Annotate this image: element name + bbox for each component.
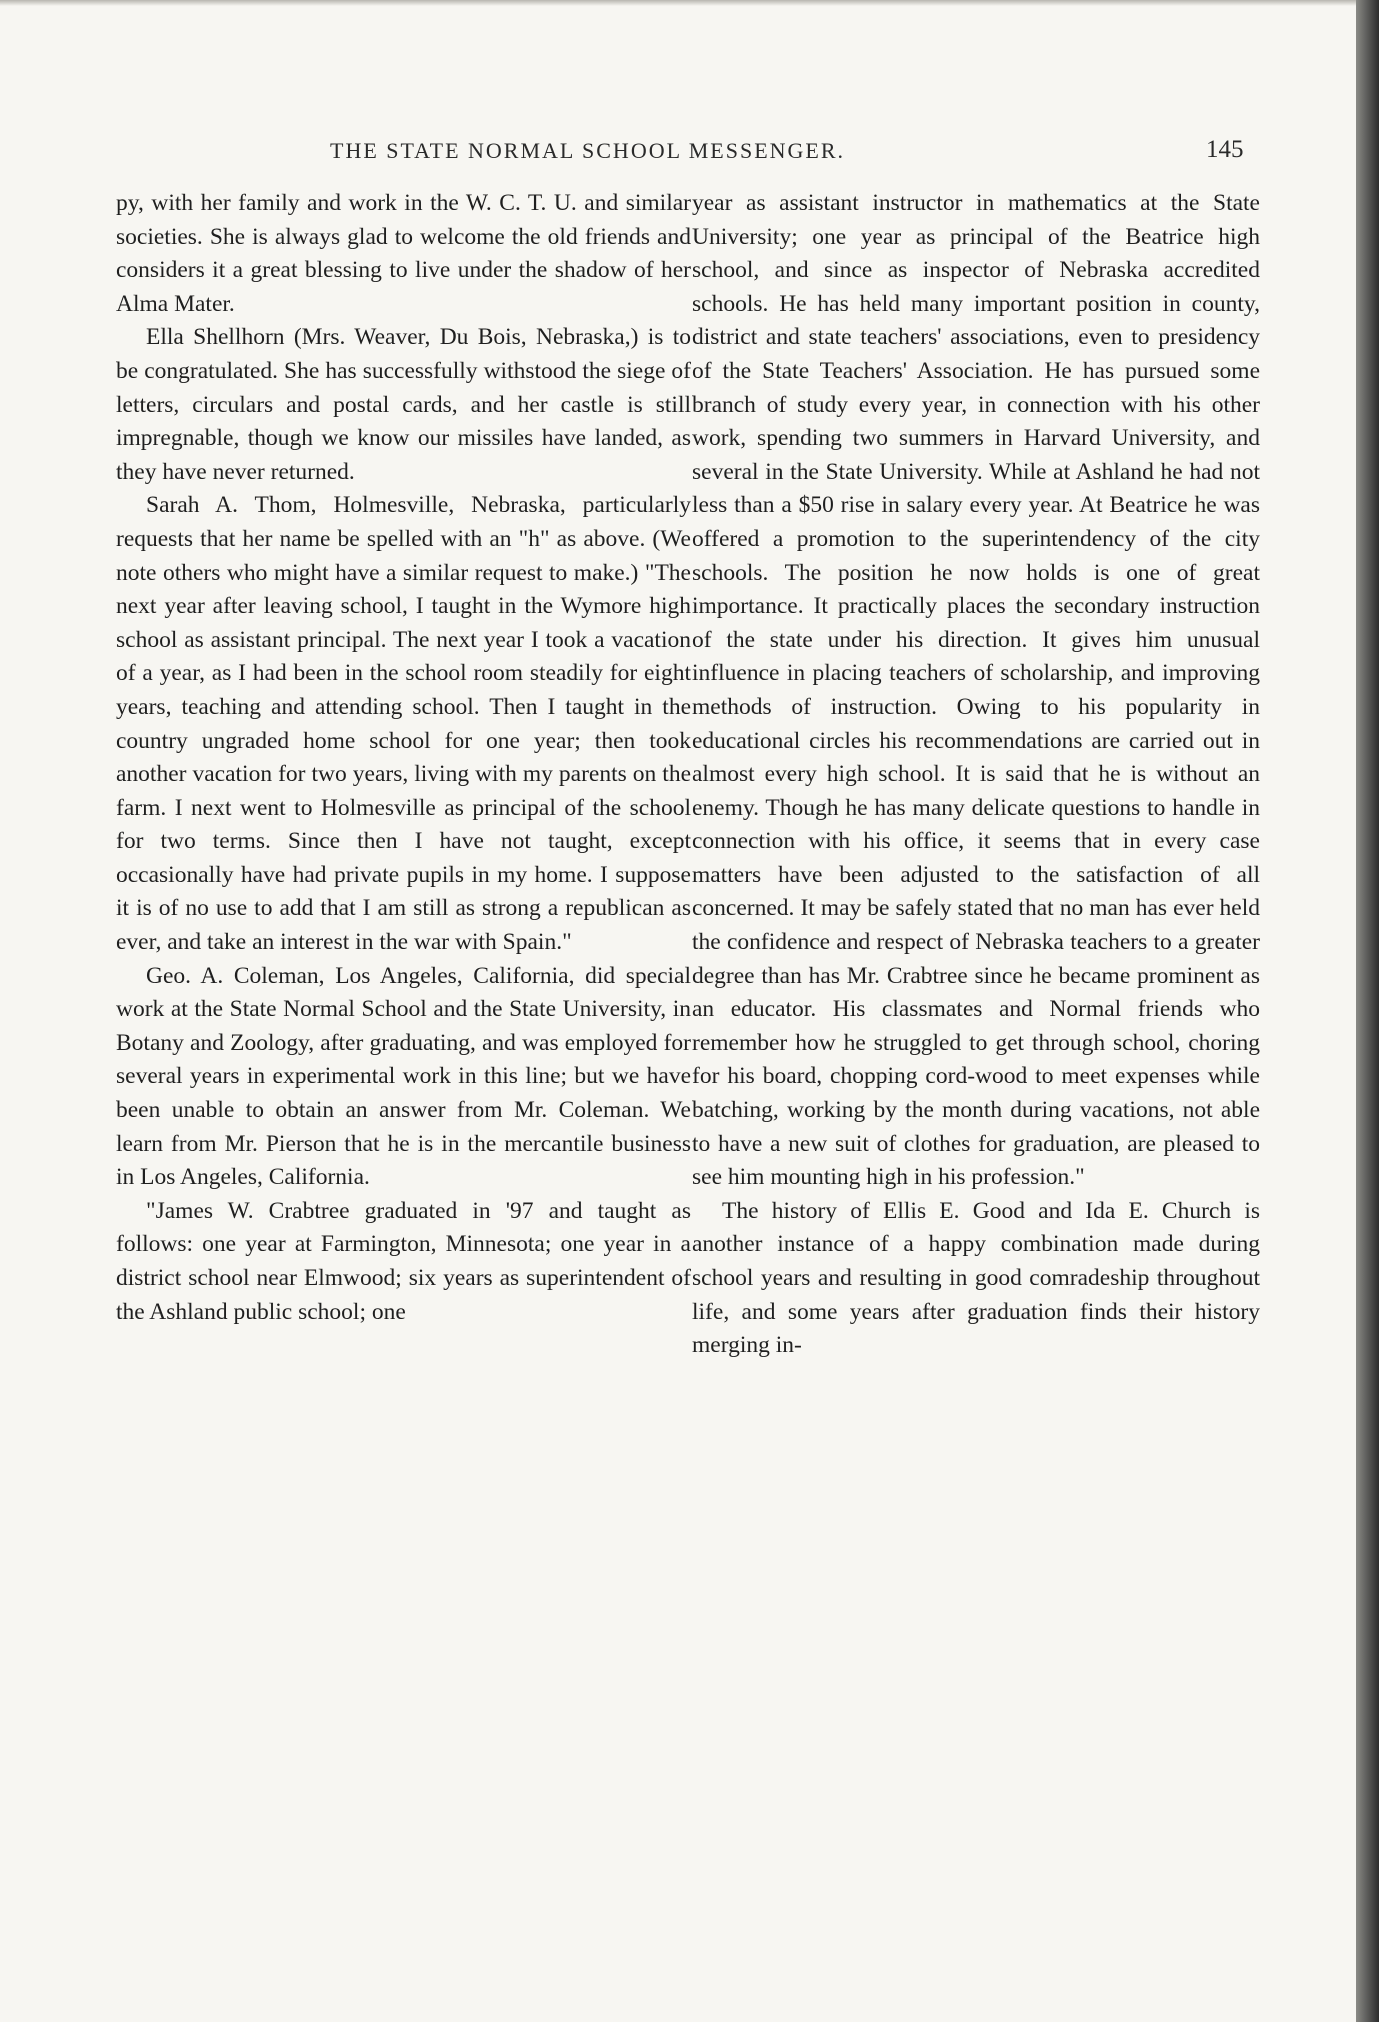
paragraph: Sarah A. Thom, Holmesville, Nebraska, particularly requests that her name be spelled with an "h" as above. (We note others who might have a similar request to make.) "The next year after leaving school, I taught in the Wymore high school as assistant principal. The next year I took a vacation of a year, as I had been in the school room steadily for eight years, teaching and attending school. Then I taught in the country ungraded home school for one year; then took another vacation for two years, living with my parents on the farm. I next went to Holmesville as principal of the school for two terms. Since then I have not taught, except occasionally have had private pupils in my home. I suppose it is of no use to add that I am still as strong a republican as ever, and take an interest in the war with Spain." (116, 492, 691, 956)
paragraph: "James W. Crabtree graduated in '97 and taught as follows: one year at Farmington, Minnesota; one year in a district school near Elmwood; six years as superintendent of the Ashland public school; one (116, 1197, 691, 1325)
left-column (116, 187, 691, 1329)
right-column (692, 187, 1260, 1363)
paragraph: py, with her family and work in the W. C. T. U. and similar societies. She is always glad to welcome the old friends and considers it a great blessing to live under the shadow of her Alma Mater. (116, 190, 691, 317)
top-edge-shadow (0, 0, 1356, 6)
page-number: 145 (1206, 136, 1244, 163)
paragraph: year as assistant instructor in mathematics at the State University; one year as principal of the Beatrice high school, and since as inspector of Nebraska accredited schools. He has held many important position in county, district and state teachers' associations, even to presidency of the State Teachers' Association. He has pursued some branch of study every year, in connection with his other work, spending two summers in Harvard University, and several in the State University. While at Ashland he had not less than a $50 rise in salary every year. At Beatrice he was offered a promotion to the superintendency of the city schools. The position he now holds is one of great importance. It practically places the secondary instruction of the state under his direction. It gives him unusual influence in placing teachers of scholarship, and improving methods of instruction. Owing to his popularity in educational circles his recommendations are carried out in almost every high school. It is said that he is without an enemy. Though he has many delicate questions to handle in connection with his office, it seems that in every case matters have been adjusted to the satisfaction of all concerned. It may be safely stated that no man has ever held the confidence and respect of Nebraska teachers to a greater degree than has Mr. Crabtree since he became prominent as an educator. His classmates and Normal friends who remember how he struggled to get through school, choring for his board, chopping cord-wood to meet expenses while batching, working by the month during vacations, not able to have a new suit of clothes for graduation, are pleased to see him mounting high in his profession." (692, 190, 1260, 1191)
running-header: THE STATE NORMAL SCHOOL MESSENGER. (330, 138, 846, 163)
binding-edge-shadow (1356, 0, 1379, 2022)
paragraph: Ella Shellhorn (Mrs. Weaver, Du Bois, Nebraska,) is to be congratulated. She has successfully withstood the siege of letters, circulars and postal cards, and her castle is still impregnable, though we know our missiles have landed, as they have never returned. (116, 324, 691, 485)
paragraph: Geo. A. Coleman, Los Angeles, California, did special work at the State Normal School and the State University, in Botany and Zoology, after graduating, and was employed for several years in experimental work in this line; but we have been unable to obtain an answer from Mr. Coleman. We learn from Mr. Pierson that he is in the mercantile business in Los Angeles, California. (116, 962, 691, 1191)
paragraph: The history of Ellis E. Good and Ida E. Church is another instance of a happy combination made during school years and resulting in good comradeship throughout life, and some years after graduation finds their history merging in- (692, 1197, 1260, 1359)
